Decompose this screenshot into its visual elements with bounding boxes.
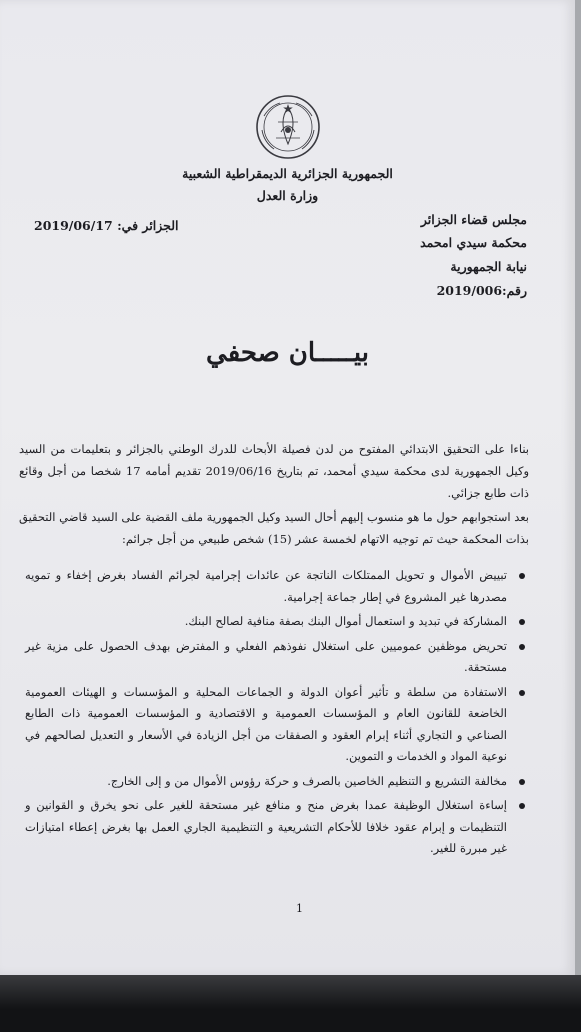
bullet-icon [519, 803, 525, 809]
list-item [25, 611, 525, 633]
algeria-emblem-seal [248, 92, 328, 162]
charge-text: الاستفادة من سلطة و تأثير أعوان الدولة و الجماعات المحلية و المؤسسات و الهيئات العمومية الخاضعة للقانون العام و المؤسسات العمومية و الاقتصادية و المؤسسات العمومية ذات الطابع الصناعي و التجاري أثناء إبرام العقود و الصفقات من أجل الزيادة في الأسعار و التعديل لصالحهم في نوعية المواد و الخدمات و التموين. [25, 684, 507, 763]
prosecution-office: نيابة الجمهورية [450, 259, 527, 274]
bullet-icon [519, 573, 525, 579]
charge-text: تبييض الأموال و تحويل الممتلكات الناتجة عن عائدات إجرامية لجرائم الفساد بغرض إخفاء و تمويه مصدرها غير المشروع في إطار جماعة إجرامية. [25, 568, 507, 604]
reference-number: رقم:2019/006 [436, 283, 527, 298]
list-item [25, 771, 525, 793]
charge-text: إساءة استغلال الوظيفة عمدا بغرض منح و منافع غير مستحقة للغير على نحو يخرق و القوانين و التنظيمات و إبرام عقود خلافا للأحكام التشريعية و التنظيمية الجاري العمل بها بغرض إعطاء امتيازات غير مبررة للغير. [25, 798, 507, 855]
bullet-icon [519, 690, 525, 696]
city-and-date: الجزائر في: 2019/06/17 [34, 218, 179, 233]
republic-name: الجمهورية الجزائرية الديمقراطية الشعبية [182, 166, 393, 181]
court-name: محكمة سيدي امحمد [420, 235, 527, 250]
charge-text: تحريض موظفين عموميين على استغلال نفوذهم الفعلي و المفترض بهدف الحصول على مزية غير مستحقة. [25, 638, 507, 674]
bullet-icon [519, 779, 525, 785]
court-council-name: مجلس قضاء الجزائر [420, 212, 527, 227]
list-item [25, 565, 525, 608]
charge-text: مخالفة التشريع و التنظيم الخاصين بالصرف و حركة رؤوس الأموال من و إلى الخارج. [107, 773, 507, 788]
list-item [25, 795, 525, 860]
document-title: بيـــــان صحفي [206, 338, 369, 368]
paragraph-referral: بعد استجوابهم حول ما هو منسوب إليهم أحال السيد وكيل الجمهورية ملف القضية على السيد قاضي التحقيق بذات المحكمة حيث تم توجيه الاتهام لخمسة عشر (15) شخص طبيعي من أجل جرائم: [19, 509, 529, 546]
photo-background-bottom [0, 975, 581, 1032]
bullet-icon [519, 619, 525, 625]
bullet-icon [519, 644, 525, 650]
page-number: 1 [296, 902, 303, 915]
list-item [25, 636, 525, 679]
ministry-name: وزارة العدل [256, 188, 319, 203]
charges-list [25, 565, 525, 863]
charge-text: المشاركة في تبديد و استعمال أموال البنك بصفة منافية لصالح البنك. [184, 614, 507, 628]
photo-edge-right [575, 0, 581, 1032]
list-item [25, 682, 525, 768]
paragraph-intro: بناءا على التحقيق الابتدائي المفتوح من لدن فصيلة الأبحاث للدرك الوطني بالجزائر و بتعليمات من السيد وكيل الجمهورية لدى محكمة سيدي أمحمد، تم بتاريخ 2019/06/16 تقديم أمامه 17 شخصا من أجل وقائع ذات طابع جزائي. [19, 441, 529, 500]
